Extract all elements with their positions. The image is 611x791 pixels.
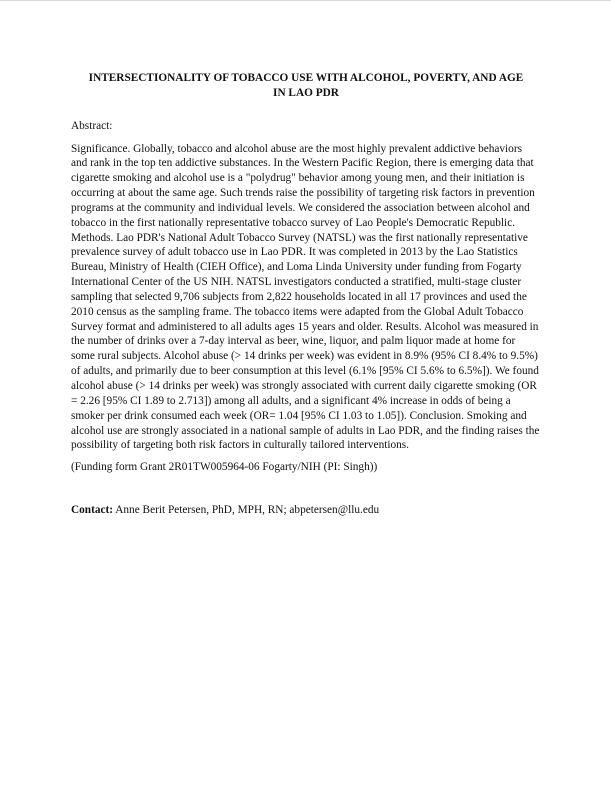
abstract-body: Significance. Globally, tobacco and alcohol abuse are the most highly prevalent addictive behaviors and rank in the top ten addictive substances. In the Western Pacific Region, there is emerging data that cigarette smoking and alcohol use is a "polydrug" behavior among young men, and their initiation is occurring at about the same age. Such trends raise the possibility of targeting risk factors in prevention programs at the community and individual levels. We considered the association between alcohol and tobacco in the first nationally representative tobacco survey of Lao People's Democratic Republic. Methods. Lao PDR's National Adult Tobacco Survey (NATSL) was the first nationally representative prevalence survey of adult tobacco use in Lao PDR. It was completed in 2013 by the Lao Statistics Bureau, Ministry of Health (CIEH Office), and Loma Linda University under funding from Fogarty International Center of the US NIH. NATSL investigators conducted a stratified, multi-stage cluster sampling that selected 9,706 subjects from 2,822 households located in all 17 provinces and used the 2010 census as the sampling frame. The tobacco items were adapted from the Global Adult Tobacco Survey format and administered to all adults ages 15 years and older. Results. Alcohol was measured in the number of drinks over a 7-day interval as beer, wine, liquor, and palm liquor made at home for some rural subjects. Alcohol abuse (> 14 drinks per week) was evident in 8.9% (95% CI 8.4% to 9.5%) of adults, and primarily due to beer consumption at this level (6.1% [95% CI 5.6% to 6.5%]). We found alcohol abuse (> 14 drinks per week) was strongly associated with current daily cigarette smoking (OR = 2.26 [95% CI 1.89 to 2.713]) among all adults, and a significant 4% increase in odds of being a smoker per drink consumed each week (OR= 1.04 [95% CI 1.03 to 1.05]). Conclusion. Smoking and alcohol use are strongly associated in a national sample of adults in Lao PDR, and the finding raises the possibility of targeting both risk factors in culturally tailored interventions.	[71, 142, 540, 452]
document-page	[71, 71, 541, 517]
contact-details: Anne Berit Petersen, PhD, MPH, RN; abpetersen@llu.edu	[113, 503, 380, 516]
document-title	[71, 71, 541, 101]
contact-line	[71, 503, 541, 518]
title-line-1: INTERSECTIONALITY OF TOBACCO USE WITH ALCOHOL, POVERTY, AND AGE	[88, 72, 524, 84]
title-line-2: IN LAO PDR	[273, 87, 339, 99]
funding-note: (Funding form Grant 2R01TW005964-06 Fogarty/NIH (PI: Singh))	[71, 461, 378, 474]
page-top-border	[0, 0, 611, 1]
contact-label: Contact:	[71, 503, 114, 516]
abstract-label: Abstract:	[71, 120, 113, 132]
